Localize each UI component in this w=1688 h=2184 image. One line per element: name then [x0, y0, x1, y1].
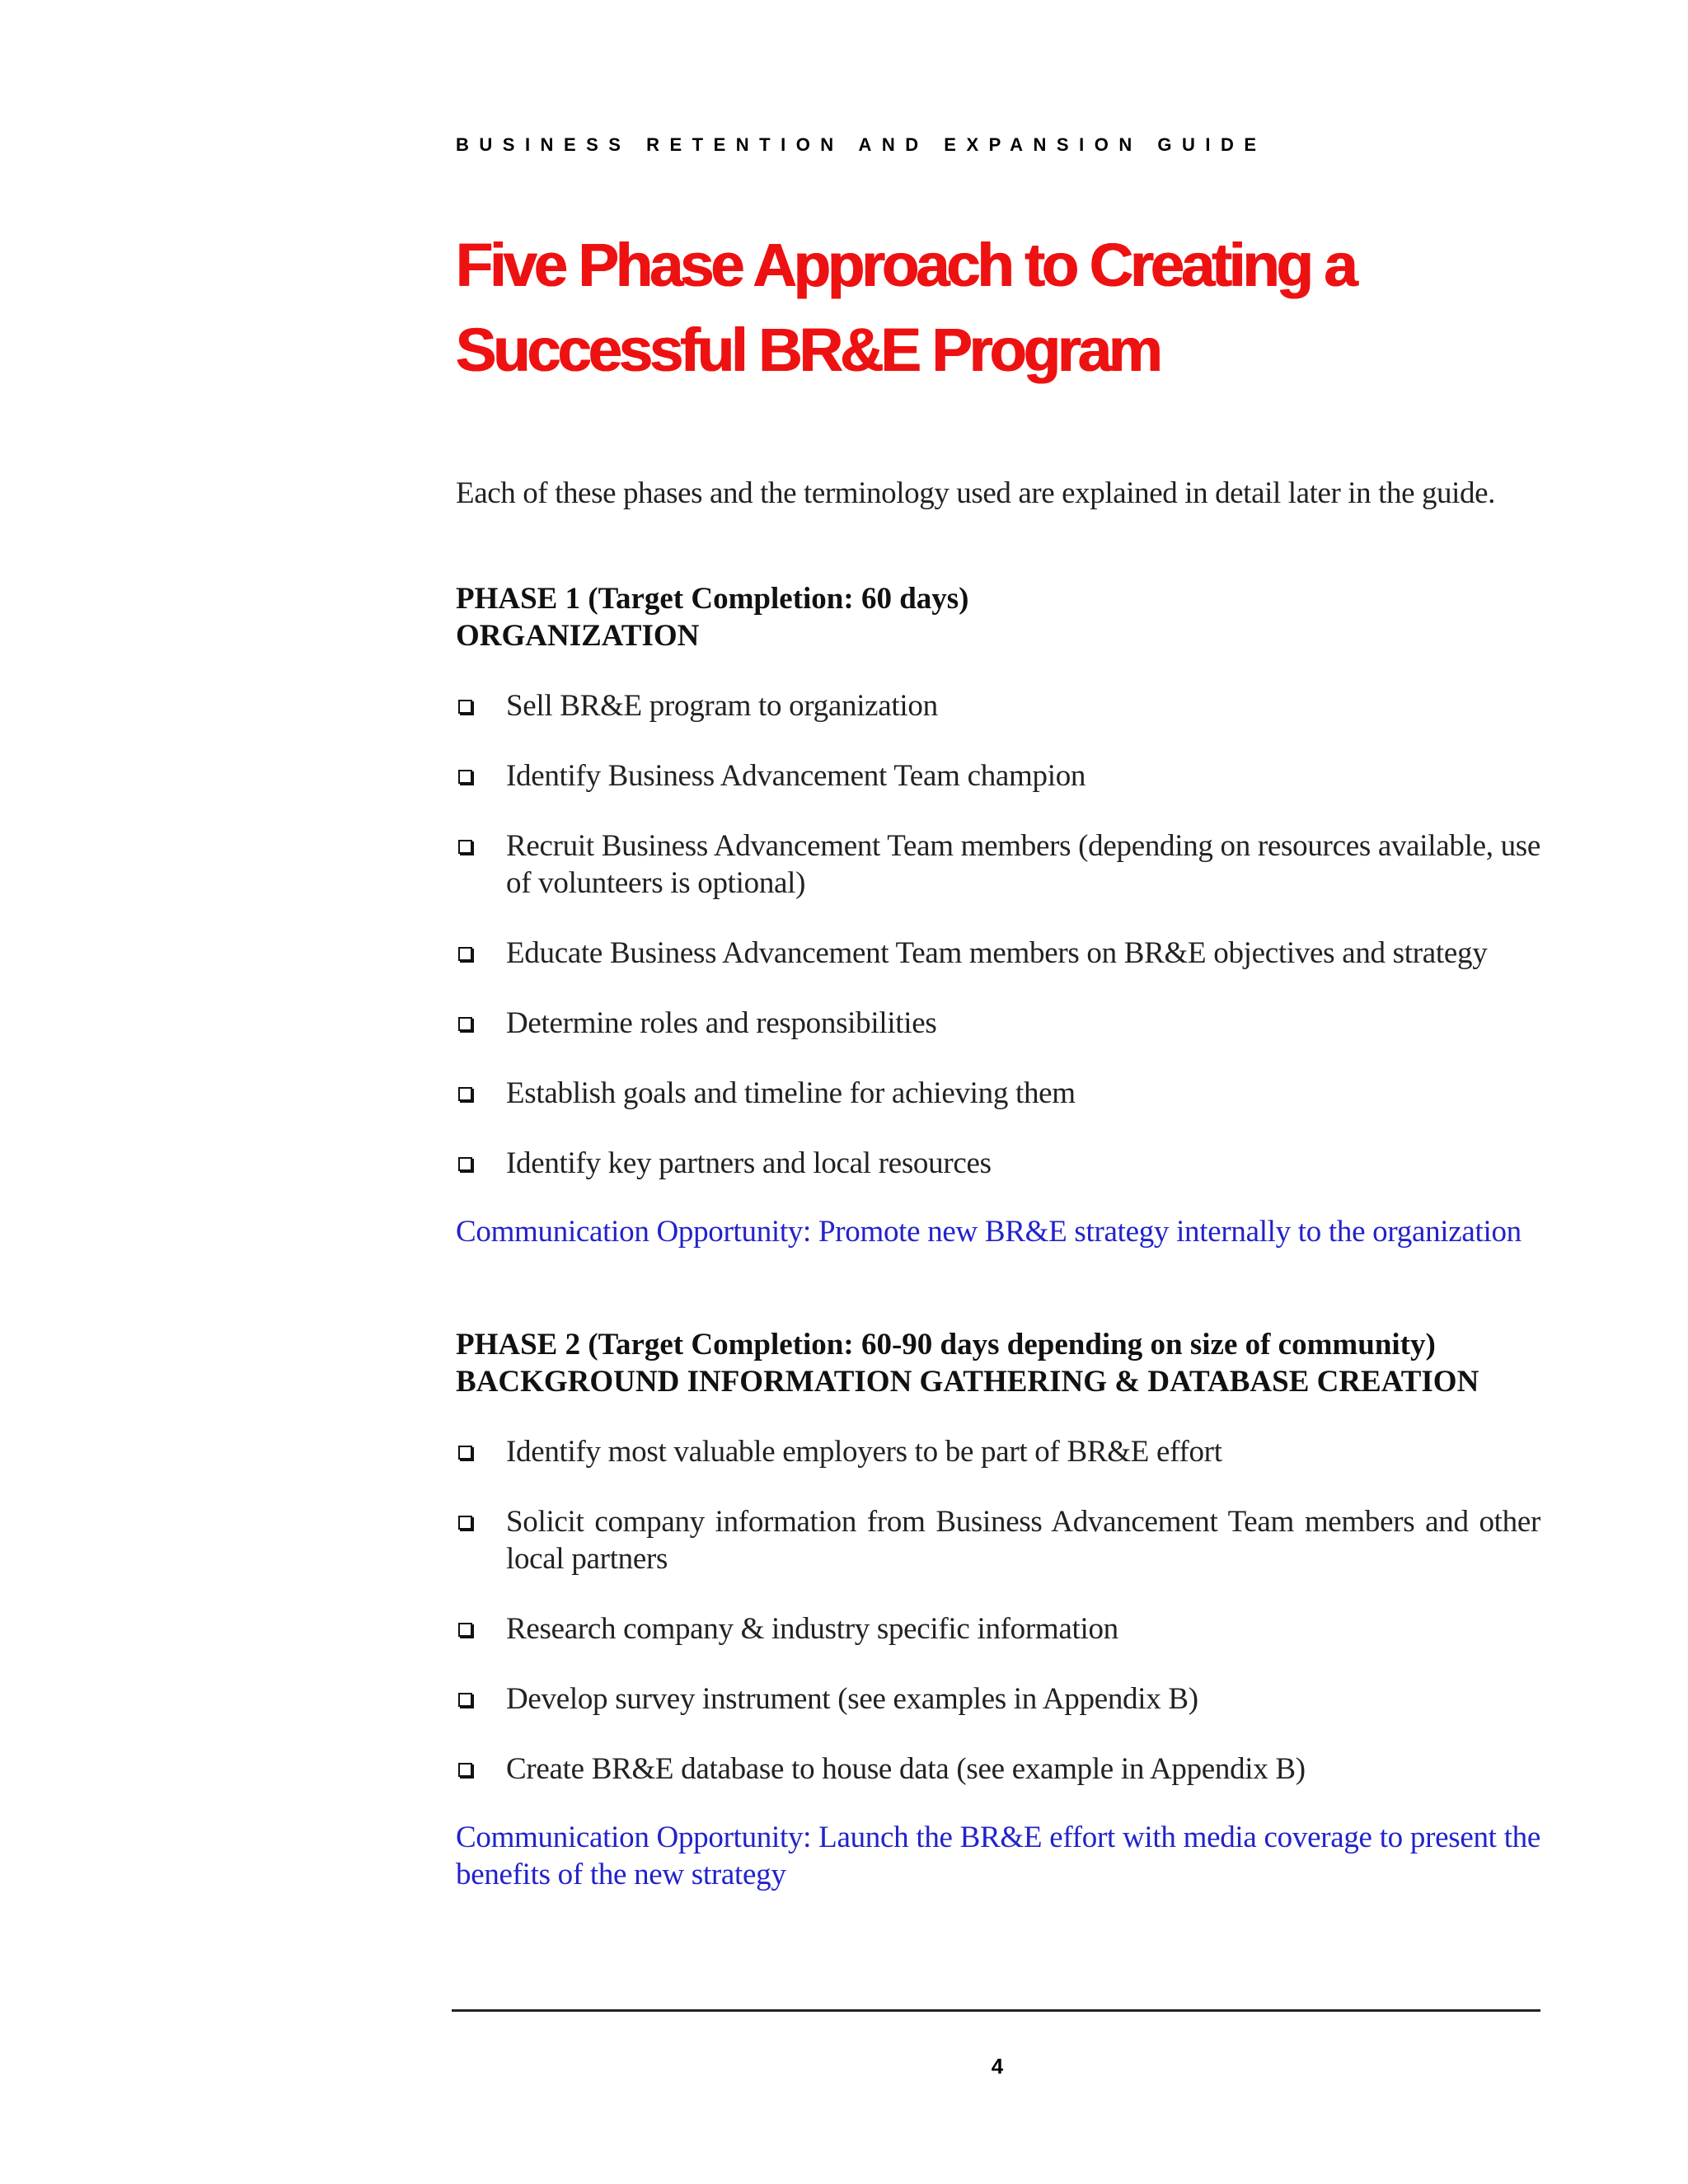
- page-title: [456, 223, 1540, 392]
- task-list: [456, 687, 1540, 1182]
- list-item: [456, 1075, 1540, 1112]
- list-item: [456, 1005, 1540, 1042]
- page-number: 4: [991, 2054, 1004, 2079]
- list-item-text: Recruit Business Advancement Team members (depending on resources available, use of volunteers is optional): [506, 829, 1541, 900]
- page-title-line-1: Five Phase Approach to Creating a: [456, 231, 1355, 299]
- page-content: [456, 132, 1540, 1893]
- checkbox-icon: [458, 1087, 472, 1101]
- list-item: [456, 1145, 1540, 1182]
- checkbox-icon: [458, 1623, 472, 1637]
- list-item: [456, 1680, 1540, 1718]
- checkbox-icon: [458, 1763, 472, 1777]
- checkbox-icon: [458, 700, 472, 714]
- list-item: [456, 935, 1540, 972]
- list-item-text: Sell BR&E program to organization: [506, 689, 938, 723]
- task-list: [456, 1433, 1540, 1788]
- checkbox-icon: [458, 770, 472, 784]
- list-item: [456, 1610, 1540, 1647]
- running-header: BUSINESS RETENTION AND EXPANSION GUIDE: [456, 134, 1267, 155]
- phase-heading: PHASE 2 (Target Completion: 60-90 days depending on size of community): [456, 1328, 1436, 1361]
- checkbox-icon: [458, 1446, 472, 1460]
- list-item-text: Determine roles and responsibilities: [506, 1006, 937, 1040]
- list-item: [456, 757, 1540, 794]
- checkbox-icon: [458, 1516, 472, 1530]
- phase-name: BACKGROUND INFORMATION GATHERING & DATABASE CREATION: [456, 1365, 1479, 1399]
- communication-opportunity: Communication Opportunity: Promote new BR&E strategy internally to the organization: [456, 1215, 1522, 1249]
- list-item-text: Educate Business Advancement Team members on BR&E objectives and strategy: [506, 936, 1488, 970]
- checkbox-icon: [458, 1017, 472, 1031]
- phase-name: ORGANIZATION: [456, 619, 700, 653]
- footer-divider: [452, 2009, 1540, 2012]
- list-item: [456, 687, 1540, 724]
- checkbox-icon: [458, 1157, 472, 1171]
- list-item-text: Develop survey instrument (see examples in Appendix B): [506, 1682, 1198, 1716]
- list-item-text: Identify most valuable employers to be part of BR&E effort: [506, 1435, 1222, 1469]
- checkbox-icon: [458, 840, 472, 854]
- list-item: [456, 827, 1540, 902]
- list-item-text: Identify key partners and local resources: [506, 1146, 992, 1180]
- list-item-text: Solicit company information from Business Advancement Team members and other local partners: [506, 1505, 1540, 1576]
- intro-paragraph: Each of these phases and the terminology used are explained in detail later in the guide.: [456, 476, 1496, 510]
- phase-2-section: [456, 1326, 1540, 1893]
- phase-heading: PHASE 1 (Target Completion: 60 days): [456, 582, 969, 616]
- list-item: [456, 1433, 1540, 1470]
- communication-opportunity: Communication Opportunity: Launch the BR&E effort with media coverage to present the benefits of the new strategy: [456, 1821, 1540, 1891]
- checkbox-icon: [458, 1693, 472, 1707]
- list-item-text: Research company & industry specific information: [506, 1612, 1118, 1646]
- list-item: [456, 1750, 1540, 1788]
- list-item-text: Establish goals and timeline for achieving them: [506, 1076, 1076, 1110]
- phase-1-section: [456, 580, 1540, 1250]
- list-item: [456, 1503, 1540, 1577]
- page-title-line-2: Successful BR&E Program: [456, 316, 1160, 384]
- list-item-text: Create BR&E database to house data (see example in Appendix B): [506, 1752, 1306, 1786]
- list-item-text: Identify Business Advancement Team champion: [506, 759, 1086, 793]
- checkbox-icon: [458, 947, 472, 961]
